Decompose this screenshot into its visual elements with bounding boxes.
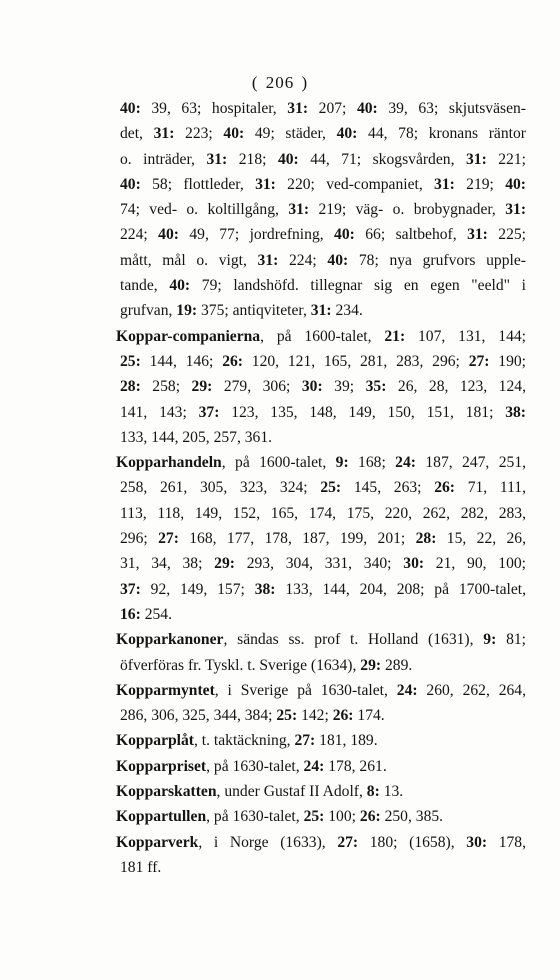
- entry-text: 40: 58; flottleder, 31: 220; ved-companiet, 31: 219; 40:: [120, 175, 526, 193]
- entry-text: 258, 261, 305, 323, 324; 25: 145, 263; 26: 71, 111,: [120, 479, 526, 497]
- entry-line: [116, 298, 526, 323]
- entry-line: [116, 551, 526, 576]
- entry-headword: Kopparmyntet: [116, 681, 215, 699]
- entry-text: o. inträder, 31: 218; 40: 44, 71; skogsvården, 31: 221;: [120, 150, 526, 168]
- page-number-value: 206: [265, 73, 295, 92]
- entry-text: , på 1600-talet, 9: 168; 24: 187, 247, 251,: [221, 454, 526, 472]
- entry-text: 28: 258; 29: 279, 306; 30: 39; 35: 26, 28, 123, 124,: [120, 378, 526, 396]
- entry-line: [116, 222, 526, 247]
- entry-text: , i Norge (1633), 27: 180; (1658), 30: 178,: [198, 833, 526, 851]
- entry-line: [116, 96, 526, 121]
- entry-text: 133, 144, 205, 257, 361.: [120, 428, 273, 446]
- entry-text: 37: 92, 149, 157; 38: 133, 144, 204, 208; på 1700-talet,: [120, 580, 526, 598]
- entry-text: 141, 143; 37: 123, 135, 148, 149, 150, 151, 181; 38:: [120, 403, 526, 421]
- entry-text: 40: 39, 63; hospitaler, 31: 207; 40: 39, 63; skjutsväsen-: [120, 100, 526, 117]
- entry-headword: Koppar-companierna: [116, 327, 261, 345]
- entry-headword: Kopparplåt: [116, 732, 194, 750]
- entry-line: [116, 855, 526, 880]
- entry-text: , på 1630-talet, 24: 178, 261.: [206, 757, 387, 775]
- entry-text: öfverföras fr. Tyskl. t. Sverige (1634), 29: 289.: [120, 656, 413, 674]
- entry-text: , i Sverige på 1630-talet, 24: 260, 262, 264,: [214, 681, 526, 699]
- entry-text: grufvan, 19: 375; antiqviteter, 31: 234.: [120, 302, 363, 320]
- entry-line: [116, 147, 526, 172]
- entry-line: [116, 703, 526, 728]
- entry-line: [116, 526, 526, 551]
- entry-headline: [116, 450, 526, 475]
- entry-headline: [116, 728, 526, 753]
- entry-text: , på 1630-talet, 25: 100; 26: 250, 385.: [206, 808, 444, 826]
- entry-line: [116, 425, 526, 450]
- entry-line: [116, 400, 526, 425]
- entry-headline: [116, 804, 526, 829]
- entry-text: , sändas ss. prof t. Holland (1631), 9: 81;: [223, 631, 526, 649]
- entry-line: [116, 248, 526, 273]
- entry-headline: [116, 754, 526, 779]
- entry-line: [116, 602, 526, 627]
- entry-line: [116, 653, 526, 678]
- entry-line: [116, 172, 526, 197]
- entry-text: 286, 306, 325, 344, 384; 25: 142; 26: 174.: [120, 707, 385, 725]
- entry-headline: [116, 324, 526, 349]
- entry-text: 296; 27: 168, 177, 178, 187, 199, 201; 28: 15, 22, 26,: [120, 530, 526, 548]
- entry-text: mått, mål o. vigt, 31: 224; 40: 78; nya grufvors upple-: [120, 251, 526, 269]
- entry-text: 31, 34, 38; 29: 293, 304, 331, 340; 30: 21, 90, 100;: [120, 555, 526, 573]
- entry-text: 74; ved- o. koltillgång, 31: 219; väg- o. brobygnader, 31:: [120, 201, 526, 219]
- entry-line: [116, 501, 526, 526]
- entry-headline: [116, 830, 526, 855]
- index-entries: [116, 96, 526, 880]
- entry-text: , under Gustaf II Adolf, 8: 13.: [216, 783, 404, 801]
- entry-text: 224; 40: 49, 77; jordrefning, 40: 66; saltbehof, 31: 225;: [120, 226, 526, 244]
- page-number: ( 206 ): [251, 73, 309, 92]
- entry-text: , t. taktäckning, 27: 181, 189.: [193, 732, 378, 750]
- entry-headword: Kopparhandeln: [116, 454, 222, 472]
- entry-headword: Kopparverk: [116, 833, 199, 851]
- entry-line: [116, 121, 526, 146]
- entry-text: 25: 144, 146; 26: 120, 121, 165, 281, 283, 296; 27: 190;: [120, 352, 526, 370]
- entry-line: [116, 273, 526, 298]
- entry-headword: Kopparskatten: [116, 783, 217, 801]
- entry-headword: Kopparpriset: [116, 757, 207, 775]
- entry-line: [116, 577, 526, 602]
- entry-line: [116, 197, 526, 222]
- entry-headword: Koppartullen: [116, 808, 207, 826]
- entry-text: 181 ff.: [120, 858, 162, 876]
- entry-line: [116, 349, 526, 374]
- entry-text: tande, 40: 79; landshöfd. tillegnar sig en egen "eeld" i: [120, 277, 526, 295]
- entry-line: [116, 475, 526, 500]
- entry-headline: [116, 779, 526, 804]
- entry-headword: Kopparkanoner: [116, 631, 224, 649]
- entry-line: [116, 374, 526, 399]
- entry-text: 113, 118, 149, 152, 165, 174, 175, 220, 262, 282, 283,: [120, 504, 526, 522]
- entry-headline: [116, 678, 526, 703]
- entry-text: det, 31: 223; 40: 49; städer, 40: 44, 78; kronans räntor: [120, 125, 526, 143]
- entry-text: , på 1600-talet, 21: 107, 131, 144;: [260, 327, 526, 345]
- entry-text: 16: 254.: [120, 605, 172, 623]
- entry-headline: [116, 627, 526, 652]
